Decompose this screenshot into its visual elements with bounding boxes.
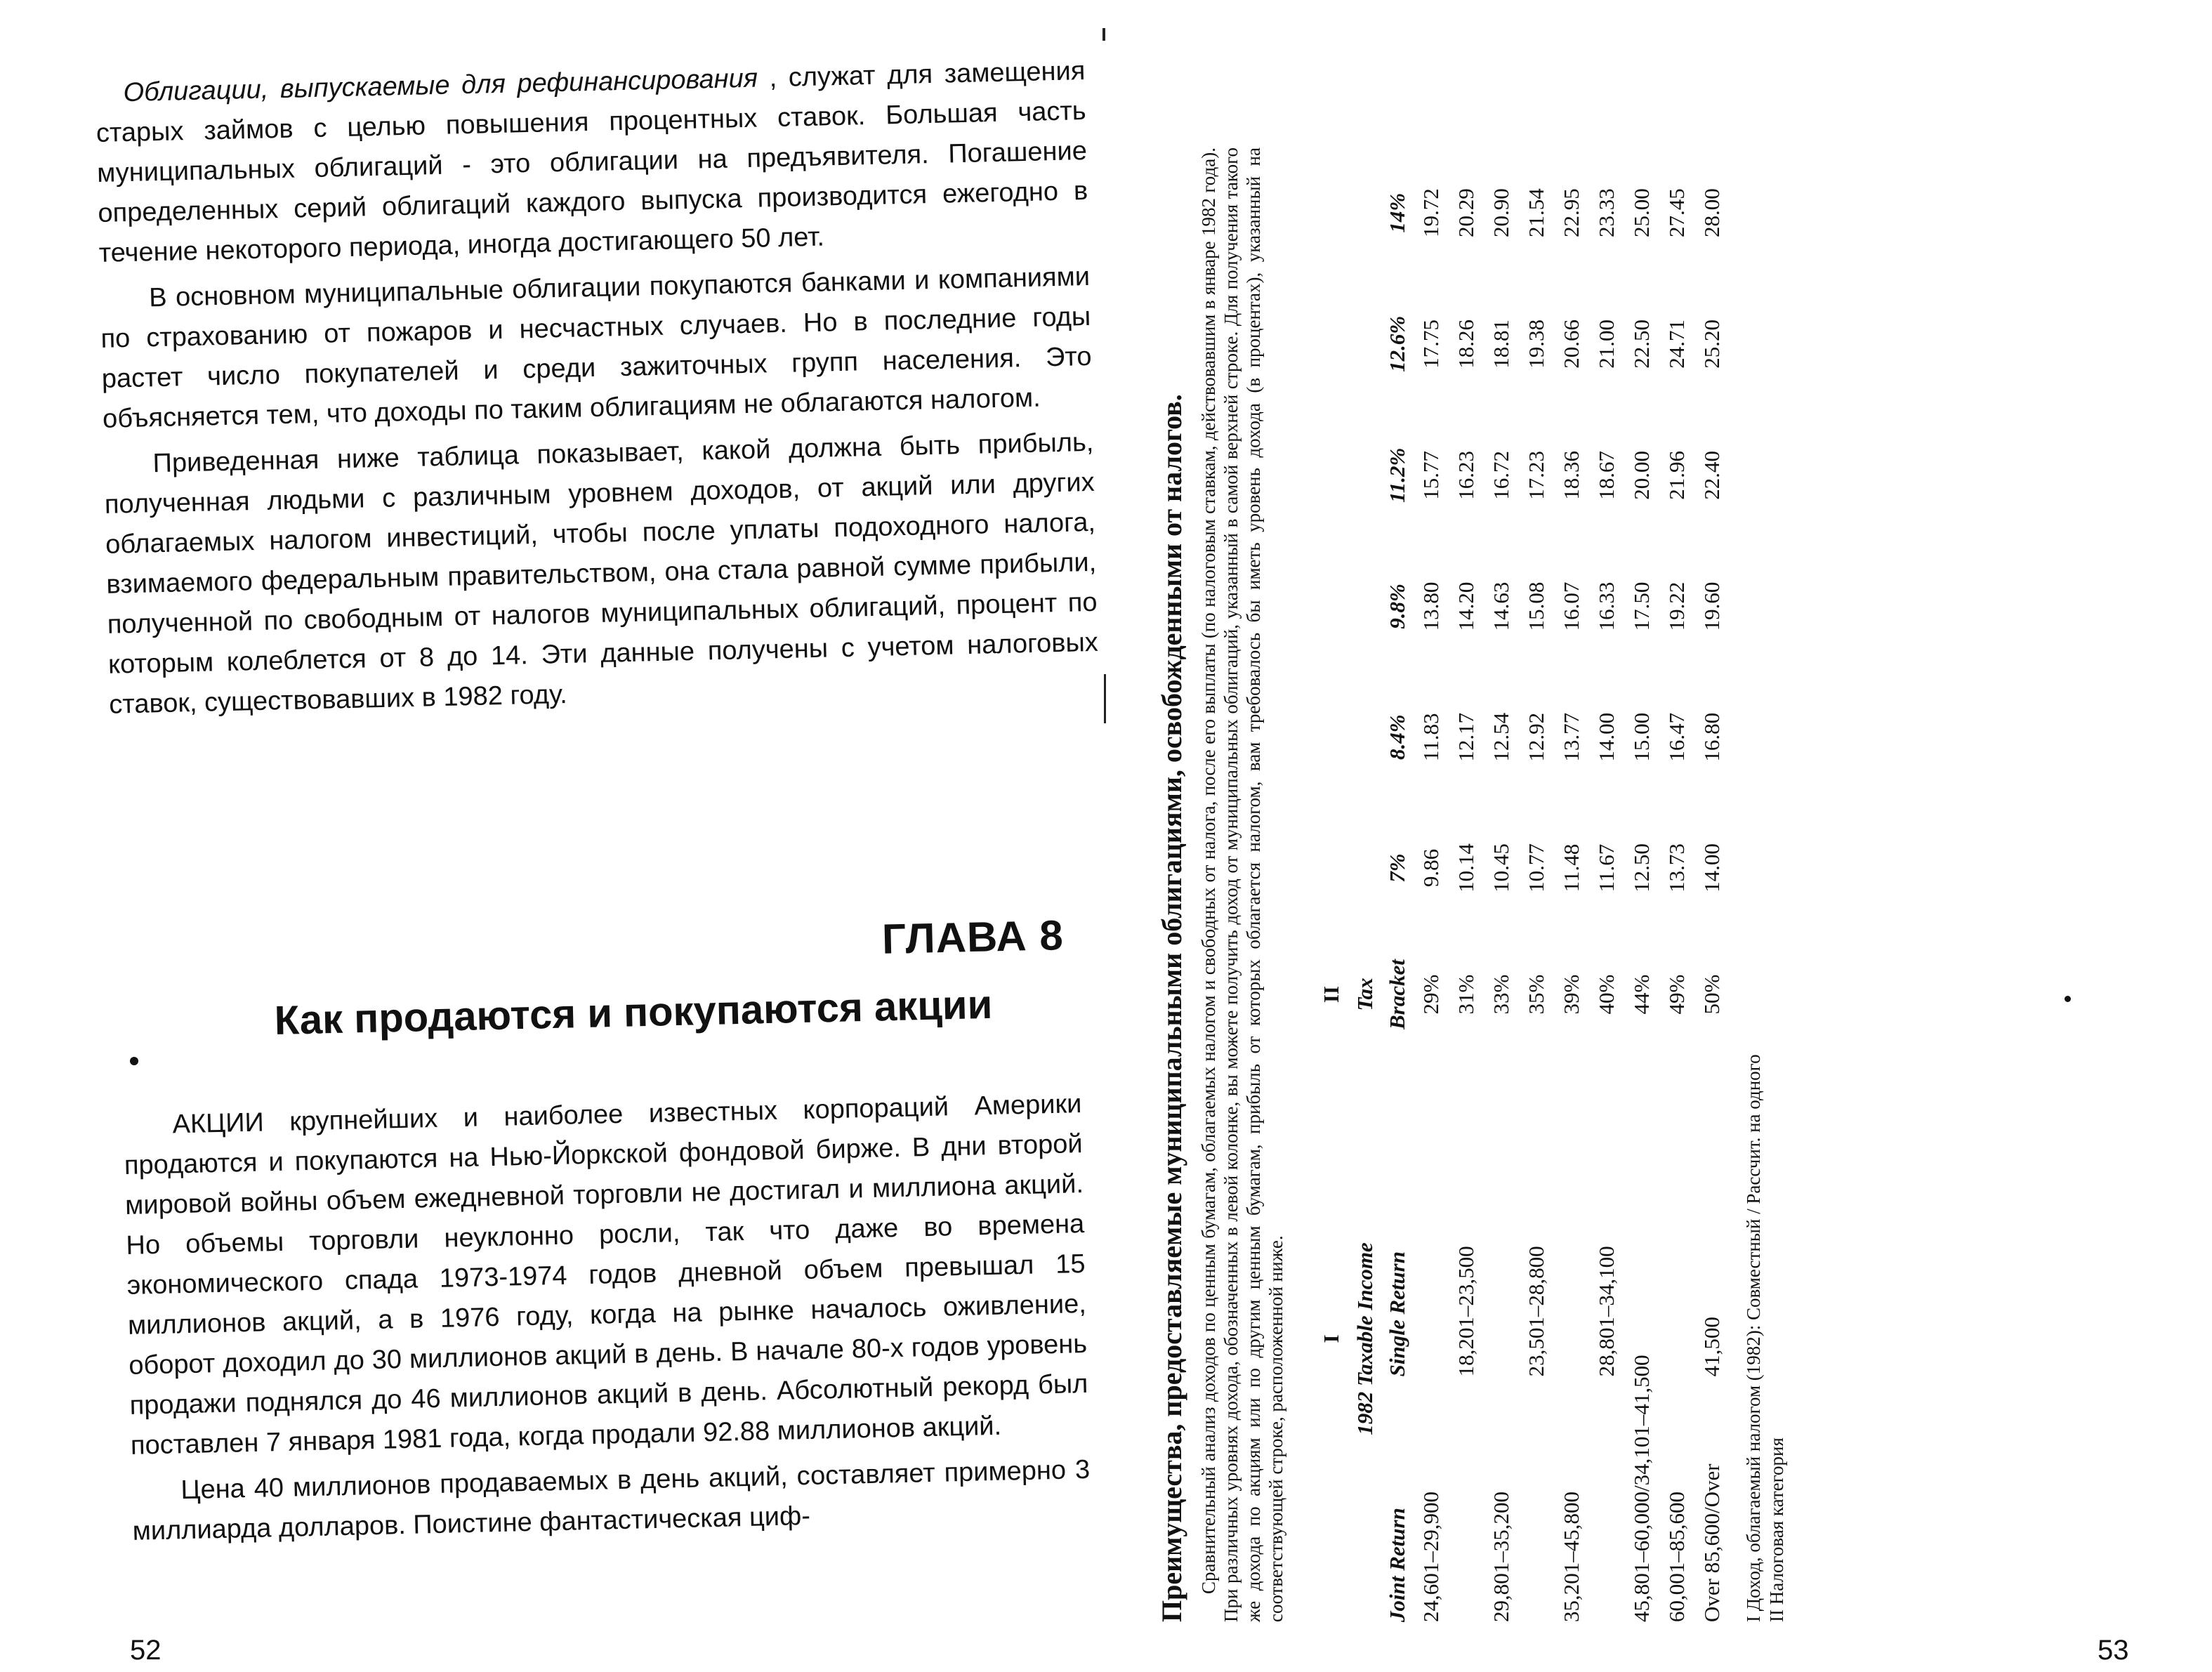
cell-value: 13.77 [1559,712,1584,762]
cell-value: 14.00 [1699,843,1724,893]
cell-value: 11.67 [1594,843,1619,893]
paragraph-price: Цена 40 миллионов продаваемых в день акций, составляет примерно 3 миллиарда долларов. Поистине фантастическая циф- [132,1454,1091,1546]
cell-value: 19.72 [1418,188,1443,238]
footnote-I: I Доход, облагаемый налогом (1982): Совместный / Рассчит. на одного [1743,1054,1764,1622]
header-rate-12-6: 12.6% [1385,315,1409,372]
cell-joint: 35,201–45,800 [1559,1492,1584,1622]
cell-value: 23.33 [1594,188,1619,238]
cell-bracket: 50% [1699,974,1724,1015]
cell-value: 11.83 [1418,713,1443,762]
chapter-label: ГЛАВА 8 [881,911,1065,963]
cell-value: 15.08 [1524,581,1548,631]
header-roman-I: I [1319,1334,1343,1343]
page-number-right: 53 [2098,1635,2129,1666]
cell-value: 11.48 [1559,843,1584,893]
cell-joint: 60,001–85,600 [1664,1492,1689,1622]
cell-value: 15.00 [1629,712,1654,762]
scan-mark-top [1102,28,1105,41]
header-taxable-income: 1982 Taxable Income [1352,1242,1377,1435]
header-bracket: Bracket [1385,959,1409,1030]
cell-joint [1449,1376,1484,1622]
cell-single [1484,1055,1519,1376]
cell-value: 14.00 [1594,712,1619,762]
table-header-roman [1314,147,1349,1622]
cell-value: 16.23 [1454,450,1478,500]
header-tax: Tax [1352,977,1377,1011]
footnote-II: II Налоговая категория [1766,1437,1787,1622]
scan-dot [130,1057,138,1065]
table-row [1694,147,1730,1622]
header-single-return: Single Return [1385,1251,1409,1377]
table-row [1449,147,1484,1622]
cell-value: 10.14 [1454,843,1478,893]
cell-single: 23,501–28,800 [1524,1246,1548,1377]
cell-single: 28,801–34,100 [1594,1246,1619,1377]
cell-value: 19.38 [1524,319,1548,369]
cell-single: 18,201–23,500 [1454,1246,1478,1377]
cell-value: 18.81 [1489,319,1513,369]
cell-joint: Over 85,600/Over [1699,1463,1724,1622]
cell-bracket: 31% [1454,974,1478,1015]
cell-value: 17.75 [1418,319,1443,369]
cell-bracket: 35% [1524,974,1548,1015]
cell-value: 21.96 [1664,450,1689,500]
refinancing-bonds-term: Облигации, выпускаемые для рефинансирования [123,63,758,108]
cell-value: 10.77 [1524,843,1548,893]
table-header-group [1349,147,1381,1622]
cell-value: 16.72 [1489,450,1513,500]
cell-value: 22.95 [1559,188,1584,238]
table-row [1624,147,1659,1622]
cell-value: 22.50 [1629,319,1654,369]
table-row [1484,147,1519,1622]
table-title: Преимущества, предоставляемые муниципальными облигациями, освобожденными от налогов. [1156,394,1187,1622]
cell-value: 21.00 [1594,319,1619,369]
header-rate-8-4: 8.4% [1385,714,1409,761]
table-row [1554,147,1589,1622]
table-row [1414,147,1449,1622]
cell-value: 19.60 [1699,581,1724,631]
table-row [1519,147,1554,1622]
paragraph-refinancing-bonds [95,51,1089,274]
cell-value: 16.33 [1594,581,1619,631]
cell-value: 10.45 [1489,843,1513,893]
cell-value: 19.22 [1664,581,1689,631]
table-header-columns [1381,147,1414,1622]
table-description [1197,147,1287,1622]
cell-value: 20.29 [1454,188,1478,238]
chapter-body-text [123,1084,1091,1552]
cell-value: 28.00 [1699,188,1724,238]
right-page [1106,0,2212,1672]
cell-value: 13.80 [1418,581,1443,631]
cell-value: 22.40 [1699,450,1724,500]
cell-value: 17.50 [1629,581,1654,631]
table-row [1589,147,1624,1622]
cell-value: 24.71 [1664,319,1689,369]
header-roman-II: II [1319,986,1343,1003]
header-rate-7: 7% [1385,853,1409,883]
cell-single [1414,1055,1449,1376]
cell-value: 25.00 [1629,188,1654,238]
paragraph-stock-exchange: АКЦИИ крупнейших и наиболее известных корпораций Америки продаются и покупаются на Нью-Йоркской фондовой бирже. В дни второй мировой войны объем ежедневной торговли не достигал и миллиона акций. Но объемы торговли неуклонно росли, так что даже во времена экономического спада 1973-1974 годов дневной объем превышал 15 миллионов акций, а в 1976 году, когда на рынке началось оживление, оборот доходил до 30 миллионов акций в день. В начале 80-х годов уровень продажи поднялся до 46 миллионов акций в день. Абсолютный рекорд был поставлен 7 января 1981 года, когда продали 92.88 миллионов акций. [124,1089,1088,1461]
cell-joint: 45,801–60,000/34,101–41,500 [1629,1355,1654,1622]
cell-value: 20.00 [1629,450,1654,500]
cell-single: 41,500 [1699,1317,1724,1377]
cell-joint: 24,601–29,900 [1418,1492,1443,1622]
cell-value: 14.63 [1489,581,1513,631]
rotated-table-section [1155,147,2096,1622]
cell-value: 12.50 [1629,843,1654,893]
cell-value: 17.23 [1524,450,1548,500]
header-rate-9-8: 9.8% [1385,584,1409,629]
cell-single [1554,1055,1589,1376]
page-number-left: 52 [130,1635,162,1666]
cell-value: 16.80 [1699,712,1724,762]
cell-bracket: 40% [1594,974,1619,1015]
cell-joint: 29,801–35,200 [1489,1492,1513,1622]
cell-value: 20.66 [1559,319,1584,369]
header-rate-11-2: 11.2% [1385,447,1409,503]
cell-value: 18.26 [1454,319,1478,369]
paragraph-bond-buyers: В основном муниципальные облигации покупаются банками и компаниями по страхованию от пожаров и несчастных случаев. Но в последние годы растет число покупателей и среди зажиточных групп населения. Это объясняется тем, что доходы по таким облигациям не облагаются налогом. [100,261,1092,434]
cell-value: 27.45 [1664,188,1689,238]
cell-value: 25.20 [1699,319,1724,369]
cell-value: 12.54 [1489,712,1513,762]
cell-bracket: 44% [1629,974,1654,1015]
cell-value: 12.17 [1454,712,1478,762]
cell-single [1659,1055,1694,1376]
table-row [1659,147,1694,1622]
cell-value: 13.73 [1664,843,1689,893]
cell-bracket: 33% [1489,974,1513,1015]
cell-joint [1589,1376,1624,1622]
header-rate-14: 14% [1385,192,1409,233]
intro-text-block [95,51,1100,725]
paragraph-text: , служат для замещения старых займов с целью повышения процентных ставок. Большая часть муниципальных облигаций - это облигации на предъявителя. Погашение определенных серий облигаций каждого выпуска производится ежегодно в течение некоторого периода, иногда достигающего 50 лет. [96,56,1088,268]
cell-bracket: 49% [1664,974,1689,1015]
cell-value: 18.36 [1559,450,1584,500]
cell-value: 21.54 [1524,188,1548,238]
cell-joint [1519,1376,1554,1622]
cell-value: 16.47 [1664,712,1689,762]
table-footnotes [1742,147,1789,1622]
cell-value: 9.86 [1418,848,1443,888]
header-joint-return: Joint Return [1385,1508,1409,1622]
cell-value: 12.92 [1524,712,1548,762]
chapter-title: Как продаются и покупаются акции [274,981,993,1044]
cell-value: 15.77 [1418,450,1443,500]
cell-bracket: 29% [1418,974,1443,1015]
cell-value: 20.90 [1489,188,1513,238]
cell-value: 14.20 [1454,581,1478,631]
cell-bracket: 39% [1559,974,1584,1015]
paragraph-table-intro: Приведенная ниже таблица показывает, какой должна быть прибыль, полученная людьми с различным уровнем доходов, от акций или других облагаемых налогом инвестиций, чтобы после уплаты подоходного налога, взимаемого федеральным правительством, она стала равной сумме прибыли, полученной по свободным от налогов муниципальных облигаций, процент по которым колеблется от 8 до 14. Эти данные получены с учетом налоговых ставок, существовавших в 1982 году. [104,427,1099,720]
cell-value: 18.67 [1594,450,1619,500]
tax-equivalent-yield-table [1314,147,1730,1622]
cell-value: 16.07 [1559,581,1584,631]
description-text: Сравнительный анализ доходов по ценным бумагам, облагаемых налогом и свободных от налога, после его выплаты (по налоговым ставкам, действовавшим в январе 1982 года). При различных уровнях дохода, обозначенных в левой колонке, вы можете получить доход от муниципальных облигаций, указанный в самой верхней строке. Для получения такого же дохода по акциям или по другим ценным бумагам, прибыль от которых облагается налогом, вам требовалось бы иметь уровень дохода (в процентах), указанный на соответствующей строке, расположенной ниже. [1198,147,1286,1622]
